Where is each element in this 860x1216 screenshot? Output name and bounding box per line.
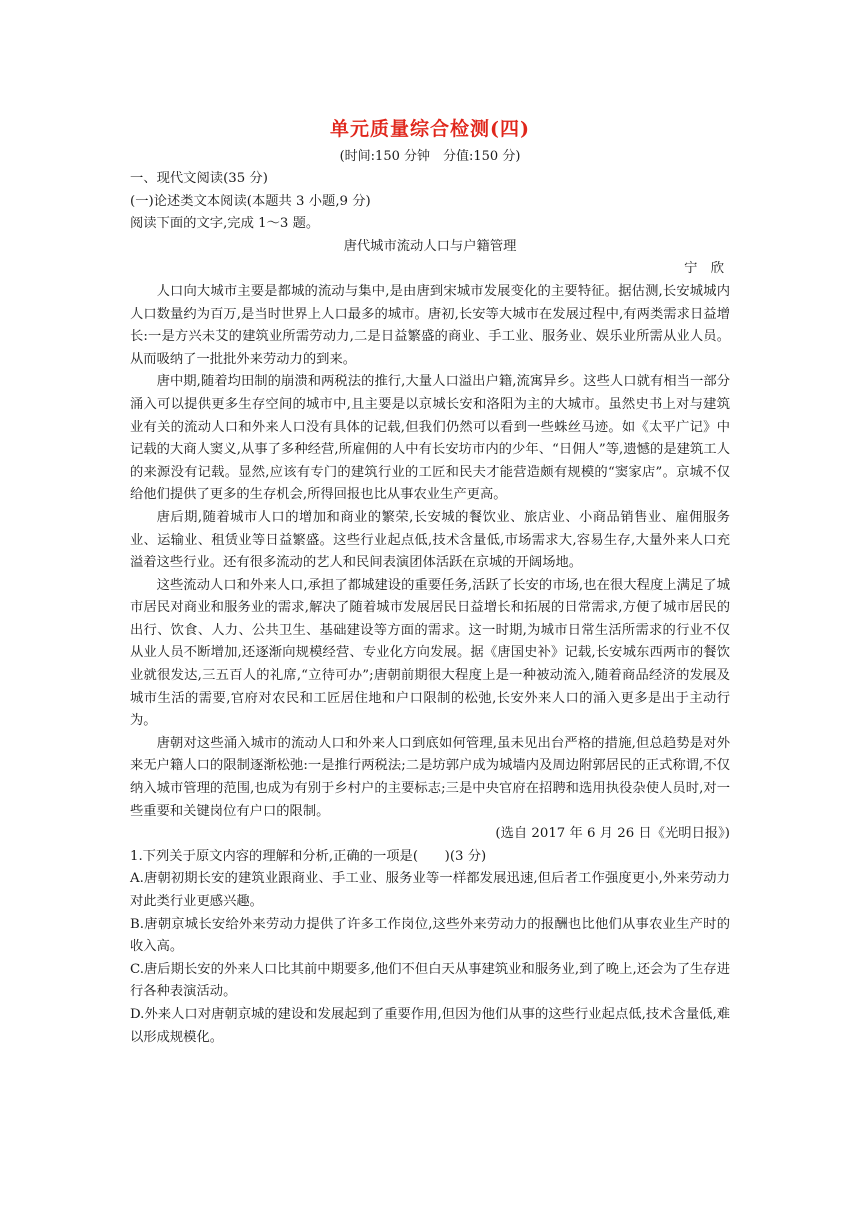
question-option-b: B.唐朝京城长安给外来劳动力提供了许多工作岗位,这些外来劳动力的报酬也比他们从事农业生产时的收入高。	[130, 916, 730, 955]
article-author: 宁 欣	[684, 261, 724, 277]
question-option-c: C.唐后期长安的外来人口比其前中期要多,他们不但白天从事建筑业和服务业,到了晚上,还会为了生存进行各种表演活动。	[130, 961, 730, 1000]
exam-meta: (时间:150 分钟 分值:150 分)	[339, 149, 521, 164]
document-content	[130, 112, 730, 1049]
instruction: 阅读下面的文字,完成 1～3 题。	[130, 216, 320, 232]
article-paragraph: 这些流动人口和外来人口,承担了都城建设的重要任务,活跃了长安的市场,也在很大程度上满足了城市居民对商业和服务业的需求,解决了随着城市发展居民日益增长和拓展的日常需求,方便了城市居民的出行、饮食、人力、公共卫生、基础建设等方面的需求。这一时期,为城市日常生活所需求的行业不仅从业人员不断增加,还逐渐向规模经营、专业化方向发展。据《唐国史补》记载,长安城东西两市的餐饮业就很发达,三五百人的礼席,“立待可办”;唐朝前期很大程度上是一种被动流入,随着商品经济的发展及城市生活的需要,官府对农民和工匠居住地和户口限制的松弛,长安外来人口的涌入更多是出于主动行为。	[130, 577, 730, 729]
article-paragraph: 唐后期,随着城市人口的增加和商业的繁荣,长安城的餐饮业、旅店业、小商品销售业、雇佣服务业、运输业、租赁业等日益繁盛。这些行业起点低,技术含量低,市场需求大,容易生存,大量外来人口充溢着这些行业。还有很多流动的艺人和民间表演团体活跃在京城的开阔场地。	[130, 509, 730, 571]
article-source: (选自 2017 年 6 月 26 日《光明日报》)	[495, 826, 730, 842]
article-paragraph: 人口向大城市主要是都城的流动与集中,是由唐到宋城市发展变化的主要特征。据估测,长安城城内人口数量约为百万,是当时世界上人口最多的城市。唐初,长安等大城市在发展过程中,有两类需求日益增长:一是方兴未艾的建筑业所需劳动力,二是日益繁盛的商业、手工业、服务业、娱乐业所需从业人员。从而吸纳了一批批外来劳动力的到来。	[130, 283, 730, 367]
question-option-d: D.外来人口对唐朝京城的建设和发展起到了重要作用,但因为他们从事的这些行业起点低,技术含量低,难以形成规模化。	[130, 1006, 730, 1045]
article-paragraph: 唐中期,随着均田制的崩溃和两税法的推行,大量人口溢出户籍,流寓异乡。这些人口就有相当一部分涌入可以提供更多生存空间的城市中,且主要是以京城长安和洛阳为主的大城市。虽然史书上对与建筑业有关的流动人口和外来人口没有具体的记载,但我们仍然可以看到一些蛛丝马迹。如《太平广记》中记载的大商人窦义,从事了多种经营,所雇佣的人中有长安坊市内的少年、“日佣人”等,遗憾的是建筑工人的来源没有记载。显然,应该有专门的建筑行业的工匠和民夫才能营造颇有规模的“窦家店”。京城不仅给他们提供了更多的生存机会,所得回报也比从事农业生产更高。	[130, 374, 730, 503]
article-paragraph: 唐朝对这些涌入城市的流动人口和外来人口到底如何管理,虽未见出台严格的措施,但总趋势是对外来无户籍人口的限制逐渐松弛:一是推行两税法;二是坊郭户成为城墙内及周边附郭居民的正式称谓,不仅纳入城市管理的范围,也成为有别于乡村户的主要标志;三是中央官府在招聘和选用执役杂使人员时,对一些重要和关键岗位有户口的限制。	[130, 735, 730, 819]
question-option-a: A.唐朝初期长安的建筑业跟商业、手工业、服务业等一样都发展迅速,但后者工作强度更小,外来劳动力对此类行业更感兴趣。	[130, 871, 730, 909]
section-heading: 一、现代文阅读(35 分)	[130, 171, 268, 186]
page-title: 单元质量综合检测(四)	[330, 118, 530, 140]
article-title: 唐代城市流动人口与户籍管理	[343, 238, 517, 254]
question-stem: 1.下列关于原文内容的理解和分析,正确的一项是( )(3 分)	[130, 848, 487, 864]
subsection-heading: (一)论述类文本阅读(本题共 3 小题,9 分)	[130, 193, 371, 209]
